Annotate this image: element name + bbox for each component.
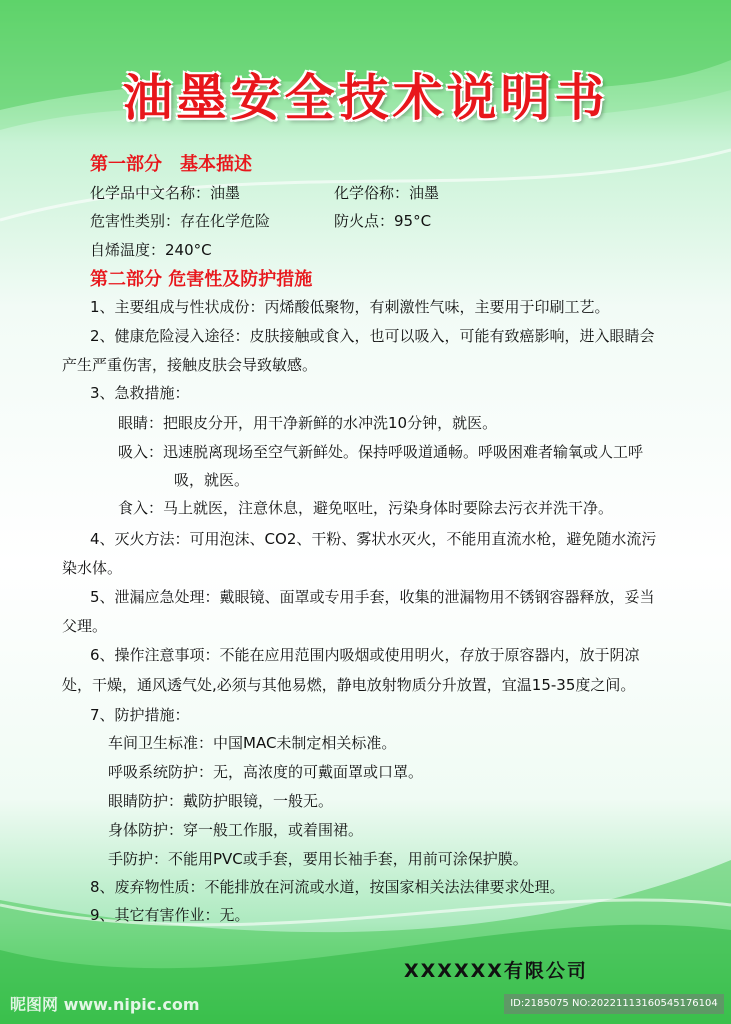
part1-heading: 第一部分 基本描述: [90, 154, 252, 175]
chemical-name: 化学品中文名称：油墨: [90, 184, 241, 202]
item-4-line1: 4、灭火方法：可用泡沫、CO2、干粉、雾状水灭火，不能用直流水枪，避免随水流污: [90, 530, 657, 548]
autoignition-temp: 自烯温度：240°C: [90, 241, 212, 259]
part2-heading: 第二部分 危害性及防护措施: [90, 269, 313, 290]
protect-respiratory: 呼吸系统防护：无，高浓度的可戴面罩或口罩。: [108, 763, 424, 781]
company-name: XXXXXX有限公司: [404, 960, 588, 982]
item-6-line1: 6、操作注意事项：不能在应用范围内吸烟或使用明火，存放于原容器内，放于阴凉: [90, 646, 640, 664]
first-aid-inhale-line1: 吸入：迅速脱离现场至空气新鲜处。保持呼吸道通畅。呼吸困难者输氧或人工呼: [118, 443, 644, 461]
hazard-class: 危害性类别：存在化学危险: [90, 212, 271, 230]
item-2-line1: 2、健康危险浸入途径：皮肤接触或食入，也可以吸入，可能有致癌影响，进入眼睛会: [90, 327, 655, 345]
item-5-line2: 父理。: [62, 617, 108, 635]
protect-body: 身体防护：穿一般工作服，或着围裙。: [108, 821, 364, 839]
item-8: 8、废弃物性质：不能排放在河流或水道，按国家相关法法律要求处理。: [90, 878, 565, 896]
first-aid-ingest: 食入：马上就医，注意休息，避免呕吐，污染身体时要除去污衣并洗干净。: [118, 499, 614, 517]
protect-hands: 手防护：不能用PVC或手套，要用长袖手套，用前可涂保护膜。: [108, 850, 528, 868]
first-aid-eyes: 眼睛：把眼皮分开，用干净新鲜的水冲洗10分钟，就医。: [118, 414, 498, 432]
common-name: 化学俗称：油墨: [334, 184, 440, 202]
item-2-line2: 产生严重伤害，接触皮肤会导致敏感。: [62, 356, 318, 374]
first-aid-inhale-line2: 吸，就医。: [174, 471, 250, 489]
item-9: 9、其它有害作业：无。: [90, 906, 250, 924]
item-6-line2: 处，干燥，通风透气处,必须与其他易燃，静电放射物质分升放置，宜温15-35度之间。: [62, 676, 636, 694]
item-7-heading: 7、防护措施：: [90, 706, 190, 724]
image-id-bar: ID:2185075 NO:20221113160545176104: [504, 994, 724, 1014]
protect-eyes: 眼睛防护：戴防护眼镜，一般无。: [108, 792, 334, 810]
item-4-line2: 染水体。: [62, 559, 123, 577]
protect-workshop: 车间卫生标准：中国MAC未制定相关标准。: [108, 734, 397, 752]
item-3-heading: 3、急救措施：: [90, 384, 190, 402]
page-title: 油墨安全技术说明书: [122, 68, 609, 127]
item-5-line1: 5、泄漏应急处理：戴眼镜、面罩或专用手套，收集的泄漏物用不锈钢容器释放，妥当: [90, 588, 655, 606]
fire-point: 防火点：95°C: [334, 212, 432, 230]
watermark: 昵图网 www.nipic.com: [10, 995, 200, 1014]
item-1: 1、主要组成与性状成份：丙烯酸低聚物，有刺激性气味，主要用于印刷工艺。: [90, 298, 610, 316]
